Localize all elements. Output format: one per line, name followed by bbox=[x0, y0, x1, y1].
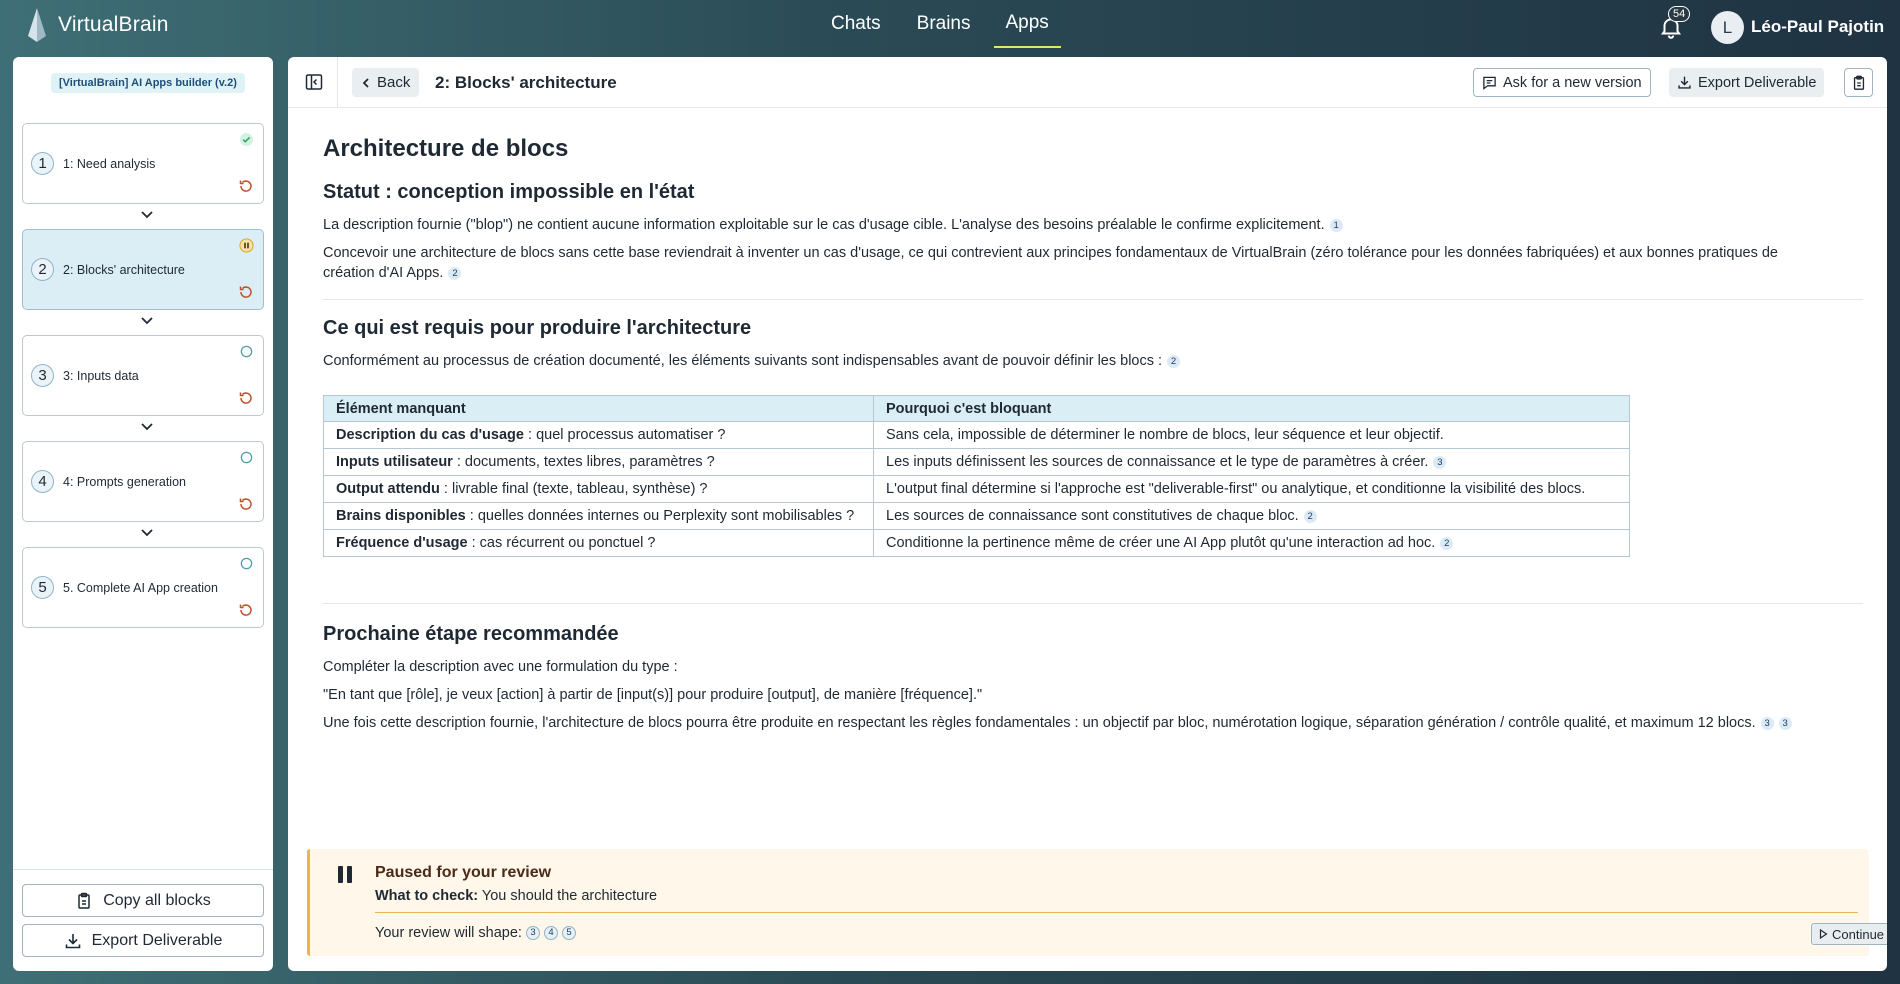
download-icon bbox=[64, 932, 82, 950]
step-number: 1 bbox=[31, 152, 54, 175]
continue-label: Continue bbox=[1832, 926, 1885, 942]
status-paragraph-1 bbox=[323, 215, 1343, 235]
source-ref-badge[interactable]: 3 bbox=[1761, 717, 1774, 730]
section-next-step-title: Prochaine étape recommandée bbox=[323, 623, 619, 645]
cell-text: : documents, textes libres, paramètres ? bbox=[452, 454, 715, 470]
play-icon bbox=[1819, 929, 1828, 939]
table-cell bbox=[324, 449, 874, 476]
chevron-down-icon bbox=[139, 315, 155, 327]
table-header-row bbox=[324, 396, 1630, 422]
restart-icon[interactable] bbox=[238, 284, 254, 300]
user-name[interactable]: Léo-Paul Pajotin bbox=[1751, 17, 1885, 36]
cell-bold: Inputs utilisateur bbox=[336, 454, 453, 470]
step-number: 2 bbox=[31, 258, 54, 281]
paragraph-text: Concevoir une architecture de blocs sans cette base reviendrait à inventer un cas d'usage, ce qui contrevient aux principes fondamentaux de VirtualBrain (zéro tolérance pour les données fabriquées) et aux bonnes pratiques de bbox=[323, 245, 1778, 261]
app-tag: [VirtualBrain] AI Apps builder (v.2) bbox=[51, 73, 245, 93]
cell-text: : quel processus automatiser ? bbox=[523, 427, 726, 443]
paragraph-text: Une fois cette description fournie, l'architecture de blocs pourra être produite en respectant les règles fondamentales : un objectif par bloc, numérotation logique, séparation génération / contrôle qualité, et maximum 12 blocs. bbox=[323, 715, 1756, 731]
brand-name: VirtualBrain bbox=[58, 13, 169, 36]
source-ref-badge[interactable]: 2 bbox=[1440, 537, 1453, 550]
sidebar-export-button[interactable] bbox=[22, 924, 264, 957]
cell-text: : livrable final (texte, tableau, synthèse) ? bbox=[439, 481, 708, 497]
restart-icon[interactable] bbox=[238, 496, 254, 512]
table-cell bbox=[324, 503, 874, 530]
table-cell bbox=[874, 449, 1630, 476]
table-cell bbox=[324, 476, 874, 503]
step-5[interactable] bbox=[22, 547, 264, 628]
status-paragraph-2 bbox=[323, 243, 1863, 283]
page-title: 2: Blocks' architecture bbox=[435, 73, 617, 92]
table-cell bbox=[874, 422, 1630, 449]
table-cell bbox=[874, 476, 1630, 503]
brand-logo[interactable] bbox=[24, 6, 169, 44]
review-banner-title: Paused for your review bbox=[375, 864, 552, 881]
next-step-paragraph-1: Compléter la description avec une formulation du type : bbox=[323, 659, 678, 675]
step-label: 4: Prompts generation bbox=[63, 475, 186, 489]
step-label: 5. Complete AI App creation bbox=[63, 581, 218, 595]
source-ref-badge[interactable]: 2 bbox=[1167, 355, 1180, 368]
table-row bbox=[324, 422, 1630, 449]
column-header: Pourquoi c'est bloquant bbox=[874, 396, 1630, 422]
restart-icon[interactable] bbox=[238, 178, 254, 194]
source-ref-badge[interactable]: 3 bbox=[1779, 717, 1792, 730]
review-shape bbox=[375, 925, 576, 941]
column-header: Élément manquant bbox=[324, 396, 874, 422]
document-content bbox=[323, 57, 1863, 907]
main-nav bbox=[830, 0, 1049, 56]
nav-apps[interactable]: Apps bbox=[994, 0, 1061, 48]
requirements-paragraph bbox=[323, 351, 1180, 371]
source-ref-badge[interactable]: 2 bbox=[448, 267, 461, 280]
export-label: Export Deliverable bbox=[91, 931, 223, 949]
step-label: 3: Inputs data bbox=[63, 369, 139, 383]
table-row bbox=[324, 476, 1630, 503]
clipboard-icon bbox=[75, 892, 93, 910]
back-label: Back bbox=[377, 74, 411, 91]
table-cell bbox=[324, 530, 874, 557]
paragraph-text: La description fournie ("blop") ne contient aucune information exploitable sur le cas d'usage cible. L'analyse des besoins préalable le confirme explicitement. bbox=[323, 217, 1325, 233]
document-title: Architecture de blocs bbox=[323, 135, 569, 162]
banner-divider bbox=[375, 912, 1858, 913]
paragraph-text: Conformément au processus de création documenté, les éléments suivants sont indispensables avant de pouvoir définir les blocs : bbox=[323, 353, 1163, 369]
virtualbrain-logo-icon bbox=[24, 6, 50, 44]
cell-text: Sans cela, impossible de déterminer le nombre de blocs, leur séquence et leur objectif. bbox=[886, 427, 1444, 443]
cell-text: Les sources de connaissance sont constitutives de chaque bloc. bbox=[886, 508, 1299, 524]
cell-bold: Brains disponibles bbox=[336, 508, 466, 524]
requirements-table bbox=[323, 395, 1630, 557]
cell-text: : quelles données internes ou Perplexity sont mobilisables ? bbox=[465, 508, 855, 524]
table-cell bbox=[874, 503, 1630, 530]
pause-circle-icon bbox=[239, 238, 254, 253]
pending-circle-icon bbox=[239, 450, 254, 465]
pending-circle-icon bbox=[239, 344, 254, 359]
divider bbox=[323, 603, 1863, 604]
cell-text: Conditionne la pertinence même de créer une AI App plutôt qu'une interaction ad hoc. bbox=[886, 535, 1436, 551]
sidebar-divider bbox=[13, 869, 273, 870]
cell-bold: Description du cas d'usage bbox=[336, 427, 524, 443]
step-number: 4 bbox=[31, 470, 54, 493]
restart-icon[interactable] bbox=[238, 390, 254, 406]
pending-circle-icon bbox=[239, 556, 254, 571]
check-text: You should the architecture bbox=[481, 888, 658, 904]
source-ref-badge[interactable]: 1 bbox=[1330, 219, 1343, 232]
section-status-title: Statut : conception impossible en l'état bbox=[323, 181, 695, 203]
step-3[interactable] bbox=[22, 335, 264, 416]
shape-label: Your review will shape: bbox=[375, 925, 522, 941]
shape-step-chip[interactable]: 5 bbox=[562, 926, 576, 940]
steps-sidebar bbox=[13, 57, 273, 971]
step-2[interactable] bbox=[22, 229, 264, 310]
table-cell bbox=[874, 530, 1630, 557]
table-row bbox=[324, 503, 1630, 530]
table-row bbox=[324, 449, 1630, 476]
nav-brains[interactable]: Brains bbox=[916, 13, 971, 34]
cell-bold: Output attendu bbox=[336, 481, 440, 497]
check-label: What to check: bbox=[375, 888, 479, 904]
section-requirements-title: Ce qui est requis pour produire l'architecture bbox=[323, 317, 752, 339]
chevron-down-icon bbox=[139, 527, 155, 539]
copy-all-blocks-button[interactable] bbox=[22, 884, 264, 917]
chevron-down-icon bbox=[139, 209, 155, 221]
source-ref-badge[interactable]: 3 bbox=[1433, 456, 1446, 469]
cell-text: Les inputs définissent les sources de connaissance et le type de paramètres à créer. bbox=[886, 454, 1429, 470]
chevron-down-icon bbox=[139, 421, 155, 433]
step-1[interactable] bbox=[22, 123, 264, 204]
table-cell bbox=[324, 422, 874, 449]
continue-button[interactable] bbox=[1811, 923, 1887, 945]
next-step-paragraph-2: "En tant que [rôle], je veux [action] à partir de [input(s)] pour produire [output], de manière [fréquence]." bbox=[323, 687, 983, 703]
step-number: 3 bbox=[31, 364, 54, 387]
ask-new-version-label: Ask for a new version bbox=[1503, 74, 1642, 91]
shape-step-chip[interactable]: 3 bbox=[526, 926, 540, 940]
divider bbox=[323, 299, 1863, 300]
step-label: 1: Need analysis bbox=[63, 157, 156, 171]
source-ref-badge[interactable]: 2 bbox=[1304, 510, 1317, 523]
step-label: 2: Blocks' architecture bbox=[63, 263, 185, 277]
next-step-paragraph-3 bbox=[323, 713, 1792, 733]
restart-icon[interactable] bbox=[238, 602, 254, 618]
cell-text: : cas récurrent ou ponctuel ? bbox=[467, 535, 656, 551]
paragraph-text: création d'AI Apps. bbox=[323, 265, 444, 281]
notification-count-badge: 54 bbox=[1668, 6, 1690, 22]
copy-all-label: Copy all blocks bbox=[103, 891, 211, 909]
review-banner bbox=[307, 849, 1885, 956]
nav-chats[interactable]: Chats bbox=[831, 13, 881, 34]
review-check bbox=[375, 888, 657, 904]
step-number: 5 bbox=[31, 576, 54, 599]
sidebar-toggle-icon[interactable] bbox=[305, 73, 323, 91]
top-bar bbox=[0, 0, 1900, 56]
table-row bbox=[324, 530, 1630, 557]
check-circle-icon bbox=[239, 132, 254, 147]
cell-bold: Fréquence d'usage bbox=[336, 535, 468, 551]
shape-step-chip[interactable]: 4 bbox=[544, 926, 558, 940]
pause-icon bbox=[337, 865, 353, 884]
export-deliverable-label: Export Deliverable bbox=[1698, 74, 1817, 91]
cell-text: L'output final détermine si l'approche est "deliverable-first" ou analytique, et conditionne la visibilité des blocs. bbox=[886, 481, 1586, 497]
avatar[interactable]: L bbox=[1711, 11, 1744, 44]
step-4[interactable] bbox=[22, 441, 264, 522]
main-panel bbox=[288, 57, 1887, 971]
